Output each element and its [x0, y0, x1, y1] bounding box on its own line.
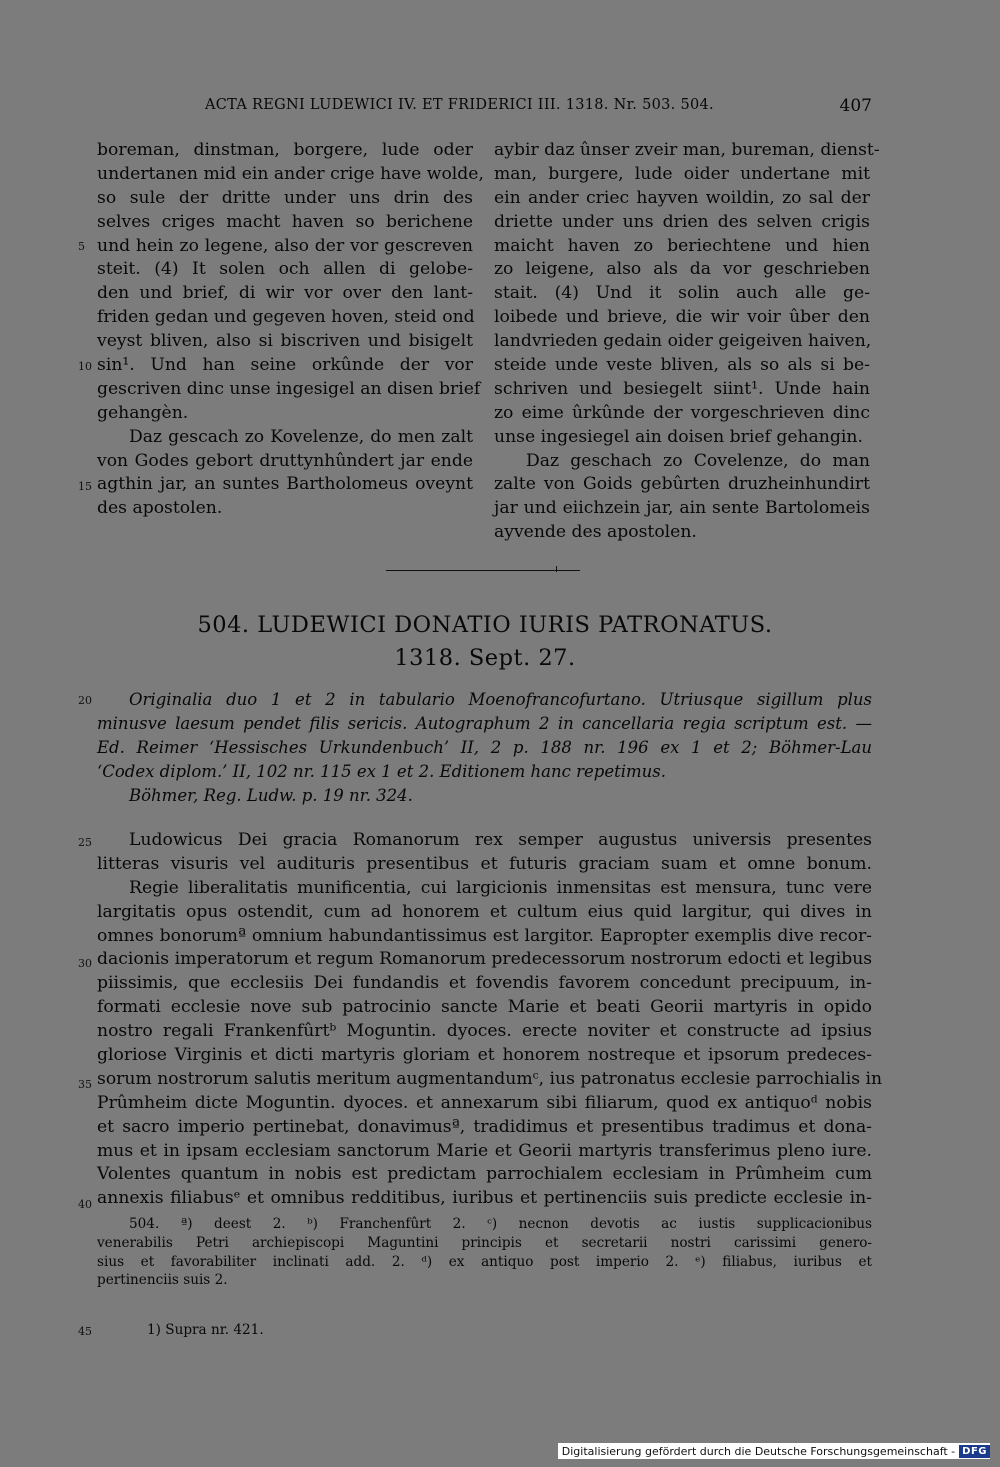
text-line: steit. (4) It solen och allen di gelobe-	[97, 259, 473, 280]
text-line: boreman, dinstman, borgere, lude oder	[97, 140, 473, 160]
line-number: 35	[78, 1078, 92, 1091]
text-line: annexis filiabusᵉ et omnibus redditibus, iuribus et pertinenciis suis predicte ecclesie in-	[97, 1188, 872, 1209]
right-column	[494, 139, 880, 545]
line-number: 30	[78, 957, 92, 970]
text-line: piissimis, que ecclesiis Dei fundandis et fovendis favorem concedunt precipuum, in-	[97, 973, 872, 994]
text-line: omnes bonorumª omnium habundantissimus est largitor. Eapropter exemplis dive recor-	[97, 925, 872, 946]
line-number: 20	[78, 694, 92, 707]
critical-notes	[97, 1215, 872, 1290]
text-line: gloriose Virginis et dicti martyris gloriam et honorem nostreque et ipsorum predeces-	[97, 1045, 872, 1066]
footer-credit	[558, 1443, 990, 1459]
section-divider-tick	[556, 566, 557, 572]
footnote: 1) Supra nr. 421.	[147, 1322, 264, 1338]
note-line: 504. ª) deest 2. ᵇ) Franchenfûrt 2. ᶜ) necnon devotis ac iustis supplicacionibus	[129, 1216, 872, 1232]
text-line: so sule der dritte under uns drin des	[97, 187, 473, 208]
dfg-logo: DFG	[959, 1445, 990, 1458]
footer-credit-text: Digitalisierung gefördert durch die Deutsche Forschungsgemeinschaft -	[561, 1444, 956, 1458]
text-line: selves criges macht haven so berichene	[97, 211, 473, 232]
text-line: Ludowicus Dei gracia Romanorum rex semper augustus universis presentes	[129, 830, 872, 850]
text-line: agthin jar, an suntes Bartholomeus oveynt	[97, 474, 473, 495]
text-line: Originalia duo 1 et 2 in tabulario Moenofrancofurtano. Utriusque sigillum plus	[129, 690, 872, 709]
line-number: 25	[78, 836, 92, 849]
text-line: zo leigene, also als da vor geschrieben	[494, 259, 870, 280]
text-line: largitatis opus ostendit, cum ad honorem et cultum eius quid largitur, qui dives in	[97, 901, 872, 922]
text-line: sorum nostrorum salutis meritum augmentandumᶜ, ius patronatus ecclesie parrochialis in	[97, 1068, 883, 1089]
text-line: driette under uns drien des selven crigis	[494, 211, 870, 232]
text-line: veyst bliven, also si biscriven und bisigelt	[97, 331, 473, 352]
text-line: litteras visuris vel audituris presentibus et futuris graciam suam et omne bonum.	[97, 853, 872, 874]
text-line: Prûmheim dicte Moguntin. dyoces. et annexarum sibi filiarum, quod ex antiquoᵈ nobis	[97, 1092, 872, 1113]
note-line: venerabilis Petri archiepiscopi Maguntini principis et secretarii nostri carissimi genero-	[97, 1234, 872, 1251]
line-number: 40	[78, 1198, 92, 1211]
line-number: 15	[78, 480, 92, 493]
left-column	[97, 139, 484, 521]
section-divider	[386, 570, 580, 571]
text-line: aybir daz ûnser zveir man, bureman, dienst-	[494, 140, 880, 160]
document-date: 1318. Sept. 27.	[394, 645, 576, 671]
text-line: Regie liberalitatis munificentia, cui largicionis inmensitas est mensura, tunc vere	[129, 877, 872, 898]
regest-line: Böhmer, Reg. Ludw. p. 19 nr. 324.	[129, 785, 413, 805]
text-line: Volentes quantum in nobis est predictam parrochialem ecclesiam in Prûmheim cum	[97, 1164, 872, 1185]
text-line: maicht haven zo beriechtene und hien	[494, 235, 870, 256]
text-line: man, burgere, lude oider undertane mit	[494, 163, 870, 184]
text-line: mus et in ipsam ecclesiam sanctorum Marie et Georii martyris transferimus pleno iure.	[97, 1140, 872, 1161]
text-line: undertanen mid ein ander crige have wolde,	[97, 163, 484, 184]
text-line: gehangèn.	[97, 402, 189, 423]
text-line: Daz geschach zo Covelenze, do man	[526, 450, 870, 471]
text-line: Daz gescach zo Kovelenze, do men zalt	[129, 426, 473, 447]
page-number: 407	[839, 96, 872, 116]
text-line: friden gedan und gegeven hoven, steid ond	[97, 307, 475, 328]
text-line: formati ecclesie nove sub patrocinio sancte Marie et beati Georii martyris in opido	[97, 997, 872, 1018]
text-line: minusve laesum pendet filis sericis. Autographum 2 in cancellaria regia scriptum est. —	[97, 713, 872, 733]
text-line: des apostolen.	[97, 498, 223, 519]
text-line: et sacro imperio pertinebat, donavimusª, tradidimus et presentibus tradimus et dona-	[97, 1116, 872, 1137]
text-line: ‘Codex diplom.’ II, 102 nr. 115 ex 1 et 2. Editionem hanc repetimus.	[97, 761, 667, 781]
line-number: 5	[78, 240, 85, 253]
text-line: und hein zo legene, also der vor gescreven	[97, 235, 473, 256]
running-header: ACTA REGNI LUDEWICI IV. ET FRIDERICI III. 1318. Nr. 503. 504.	[205, 97, 714, 113]
text-line: von Godes gebort druttynhûndert jar ende	[97, 450, 473, 471]
text-line: schriven und besiegelt siint¹. Unde hain	[494, 378, 870, 399]
text-line: sin¹. Und han seine orkûnde der vor	[97, 355, 473, 376]
note-line: sius et favorabiliter inclinati add. 2. ᵈ) ex antiquo post imperio 2. ᵉ) filiabus, iuribus et	[97, 1253, 872, 1270]
text-line: dacionis imperatorum et regum Romanorum predecessorum nostrorum edocti et legibus	[97, 949, 873, 970]
line-number: 45	[78, 1325, 92, 1338]
text-line: unse ingesiegel ain doisen brief gehangin.	[494, 426, 863, 447]
text-line: zalte von Goids gebûrten druzheinhundirt	[494, 474, 870, 495]
text-line: den und brief, di wir vor over den lant-	[97, 283, 473, 304]
text-line: loibede und brieve, die wir voir ûber den	[494, 307, 870, 328]
line-number: 10	[78, 360, 92, 373]
document-title: 504. LUDEWICI DONATIO IURIS PATRONATUS.	[197, 612, 773, 638]
text-line: Ed. Reimer ‘Hessisches Urkundenbuch’ II, 2 p. 188 nr. 196 ex 1 et 2; Böhmer-Lau	[97, 737, 872, 757]
text-line: stait. (4) Und it solin auch alle ge-	[494, 283, 870, 304]
text-line: steide unde veste bliven, als so als si be-	[494, 355, 870, 376]
text-line: landvrieden gedain oider geigeiven haiven,	[494, 331, 872, 352]
text-line: zo eime ûrkûnde der vorgeschrieven dinc	[494, 402, 870, 423]
text-line: gescriven dinc unse ingesigel an disen brief	[97, 378, 481, 399]
charter-text	[97, 828, 883, 1210]
note-line: pertinenciis suis 2.	[97, 1272, 228, 1289]
provenance-block	[97, 688, 872, 807]
text-line: jar und eiichzein jar, ain sente Bartolomeis	[494, 498, 870, 519]
text-line: ein ander criec hayven woildin, zo sal der	[494, 187, 870, 208]
text-line: ayvende des apostolen.	[494, 522, 697, 543]
text-line: nostro regali Frankenfûrtᵇ Moguntin. dyoces. erecte noviter et constructe ad ipsius	[97, 1021, 872, 1042]
